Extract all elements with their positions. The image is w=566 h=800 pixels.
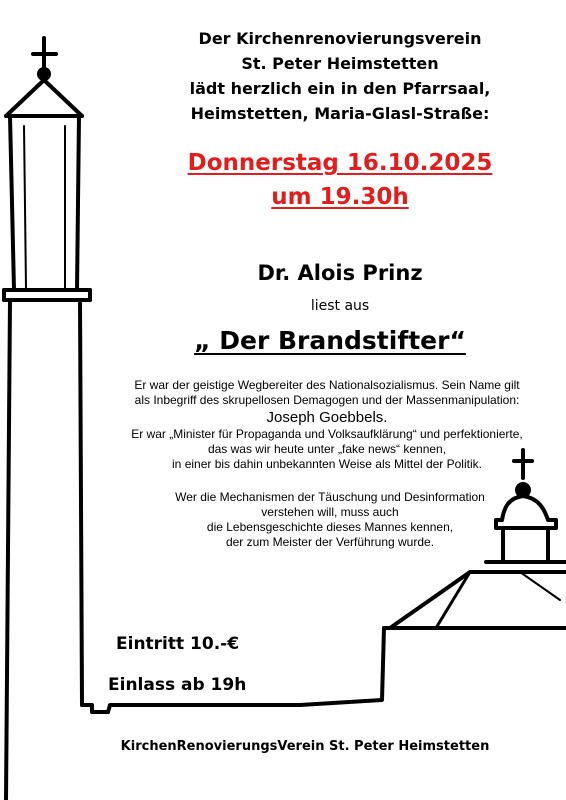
entry-time: Einlass ab 19h (108, 675, 247, 695)
description-line: Er war der geistige Wegbereiter des Nationalsozialismus. Sein Name gilt (134, 378, 520, 392)
speaker-name: Dr. Alois Prinz (257, 261, 423, 285)
event-time: um 19.30h (271, 184, 409, 210)
intro-line: Heimstetten, Maria-Glasl-Straße: (190, 104, 490, 123)
description-line: in einer bis dahin unbekannten Weise als Mittel der Politik. (172, 457, 482, 471)
organizer-footer: KirchenRenovierungsVerein St. Peter Heimstetten (120, 739, 490, 754)
description-line: als Inbegriff des skrupellosen Demagogen und der Massenmanipulation: (134, 393, 520, 407)
admission-fee: Eintritt 10.-€ (116, 634, 240, 654)
intro-line: lädt herzlich ein in den Pfarrsaal, (189, 79, 491, 98)
description-line: das was wir heute unter „fake news“ kennen, (207, 442, 447, 456)
tower-orb (39, 69, 49, 79)
book-title: „ Der Brandstifter“ (194, 326, 466, 355)
description-line: Er war „Minister für Propaganda und Volksaufklärung“ und perfektionierte, (131, 427, 523, 441)
highlight-name: Joseph Goebbels. (266, 409, 388, 426)
description-line: Wer die Mechanismen der Täuschung und Desinformation (175, 490, 485, 504)
church-roof-cupola-icon (300, 450, 566, 705)
intro-line: St. Peter Heimstetten (241, 54, 439, 73)
intro-line: Der Kirchenrenovierungsverein (198, 29, 482, 48)
reads-label: liest aus (310, 298, 370, 314)
description-line: der zum Meister der Verführung wurde. (225, 535, 435, 549)
description-paragraph-2 (120, 490, 540, 550)
invitation-intro (150, 26, 530, 126)
description-paragraph-1 (92, 378, 562, 472)
event-date: Donnerstag 16.10.2025 (187, 150, 493, 176)
event-datetime (150, 146, 530, 214)
cross-icon (33, 38, 56, 70)
description-line: verstehen will, muss auch (261, 505, 399, 519)
book-title-block (130, 323, 530, 359)
description-line: die Lebensgeschichte dieses Mannes kennen, (206, 520, 454, 534)
